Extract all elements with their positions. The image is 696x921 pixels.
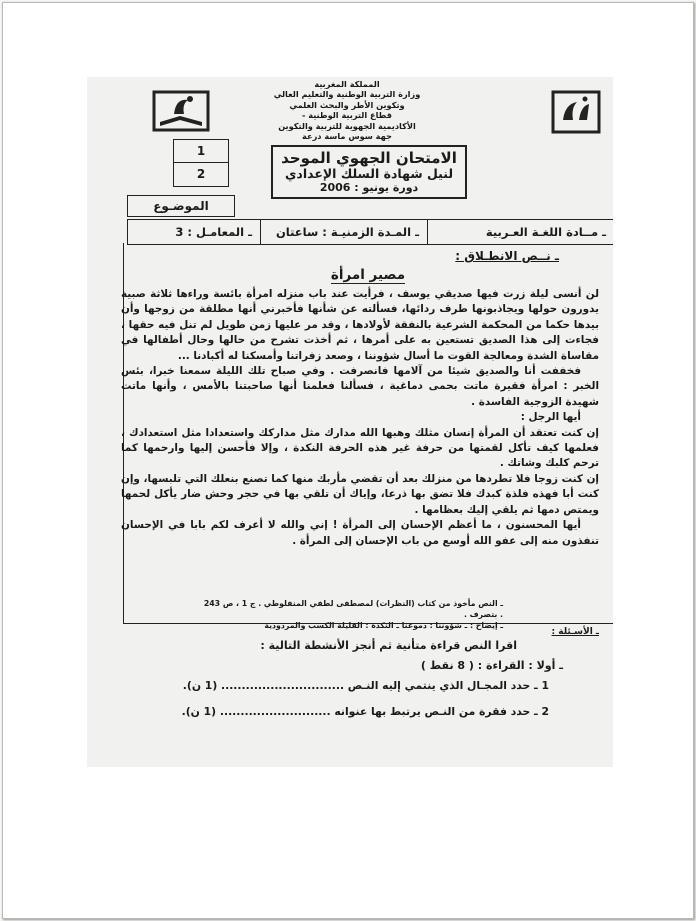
ministry-logo [549, 89, 603, 135]
source-citation: ـ النص مأخوذ من كتاب (النظرات) لمصطفى لطفي المنفلوطي . ج 1 ، ص 243 . بتصرف . [203, 599, 503, 619]
questions-intro: اقرا النص قراءة متأنية ثم أنجز الأنشطة التالية : [260, 639, 517, 652]
ministry-logo-icon [551, 90, 601, 134]
paragraph: لن أنسى ليلة زرت فيها صديقي يوسف ، فرأيت عند باب منزله امرأة بائسة وراءها ثلاثة صبية يدورون حولها ويجاذبونها طرف ردائها، فسألته عن شأنها فأخبرني أنها مطلقة من زوجها وأن بيدها حكما من المحكمة الشرعية بالنفقة لأولادها ، وقد مر عليها زمن طويل لم تنل فيه حقها ، فجاءت إلى هذا الصديق تستعين به على أمرها ، ثم أخذت تشرح من حالها وحال أطفالها في مقاساة الشدة ومعالجة القوت ما أسال شؤوننا ، وصعد زفراتنا وأمسكنا له أكبادنا ... [121, 288, 599, 362]
page-number: 2 [196, 167, 206, 181]
exam-info-row [127, 219, 613, 245]
source-note [203, 598, 503, 631]
paragraph: فخففت أنا والصديق شيئا من آلامها فانصرفت . وفي صباح تلك الليلة سمعنا خبرا، بئس الخبر : امرأة فقيرة ماتت بحمى دماغية ، فسألنا فعلمنا أنها صاحبتنا بالأمس ، وأنها ماتت شهيدة الزوجية الفاسدة . [121, 365, 599, 408]
part-title: ـ أولا : القراءة : ( 8 نقط ) [420, 659, 563, 672]
text-title-label: مصير امرأة [330, 267, 406, 283]
administration-header [227, 79, 467, 141]
questions-label: ـ الأسـئلة : [551, 627, 599, 637]
question-item: 2 ـ حدد فقرة من النـص يرتبط بها عنوانه ........................... (1 ن). [181, 705, 549, 718]
exam-subtitle: لنيل شهادة السلك الإعدادي [284, 166, 454, 181]
paragraph: إن كنت زوجا فلا تطردها من منزلك بعد أن تقضي مأربك منها كما تصنع بنعلك التي تلبسها، وإن كنت أبا فهذه فلذة كبدك فلا تضق بها ذرعا، وإياك أن تلقي بها في حجر وحش ضار يأكل لحمها ويمتص دمها ثم يلقي إليك بعظامها . [121, 472, 599, 516]
exam-title: الامتحان الجهوي الموحد [281, 149, 457, 167]
duration-cell: ـ المـدة الزمنيـة : ساعتان [260, 220, 427, 244]
coefficient-cell: ـ المعامـل : 3 [175, 225, 252, 239]
section-label: ـ نــص الانطـلاق : [455, 249, 559, 263]
admin-line: قطاع التربية الوطنية - [301, 110, 393, 121]
text-title [123, 267, 613, 283]
paragraph: أيها الرجل : [520, 411, 581, 424]
exam-session: دورة يونيو : 2006 [319, 181, 419, 194]
paragraph: أيها المحسنون ، ما أعظم الإحسان إلى المرأة ! إني والله لا أعرف لكم بابا في الإحسان تنفذون منه إلى عفو الله أوسع من باب الإحسان إلى المرأة . [121, 519, 599, 547]
glossary-note: ـ إيضاح : ـ شؤوننا : دموعنا ـ النكدة : القليلة الكسب والمردودية [264, 621, 503, 630]
section-divider [123, 623, 613, 624]
question-item: 1 ـ حدد المجـال الذي ينتمي إليه النـص .............................. (1 ن). [182, 679, 549, 692]
admin-line: وزارة التربية الوطنية والتعليم العالي [273, 89, 421, 100]
admin-line: وتكوين الأطر والبحث العلمي [289, 99, 405, 110]
subject-cell: ـ مــادة اللغـة العـربية [427, 220, 613, 244]
academy-logo [151, 89, 211, 133]
admin-line: الأكاديمية الجهوية للتربية والتكوين [278, 120, 416, 131]
topic-box: الموضـوع [127, 195, 235, 217]
page-number-box [173, 139, 229, 187]
admin-line: جهة سوس ماسة درعة [302, 131, 392, 142]
page-frame [2, 2, 694, 919]
page-number: 1 [174, 140, 228, 163]
body-text [121, 287, 599, 549]
admin-line: المملكة المغربية [314, 79, 380, 89]
exam-sheet [87, 77, 613, 767]
exam-title-box [271, 145, 467, 199]
book-emblem-icon [152, 90, 210, 132]
paragraph: إن كنت تعتقد أن المرأة إنسان مثلك وهبها الله مدارك مثل مداركك واستعدادا مثل استعدادك ، فعلمها كيف تأكل لقمتها من حرفة غير هذه الحرفة النكدة ، وإلا فأحسن إليها وارحمها كما ترحم كلبك وشاتك . [121, 426, 599, 470]
